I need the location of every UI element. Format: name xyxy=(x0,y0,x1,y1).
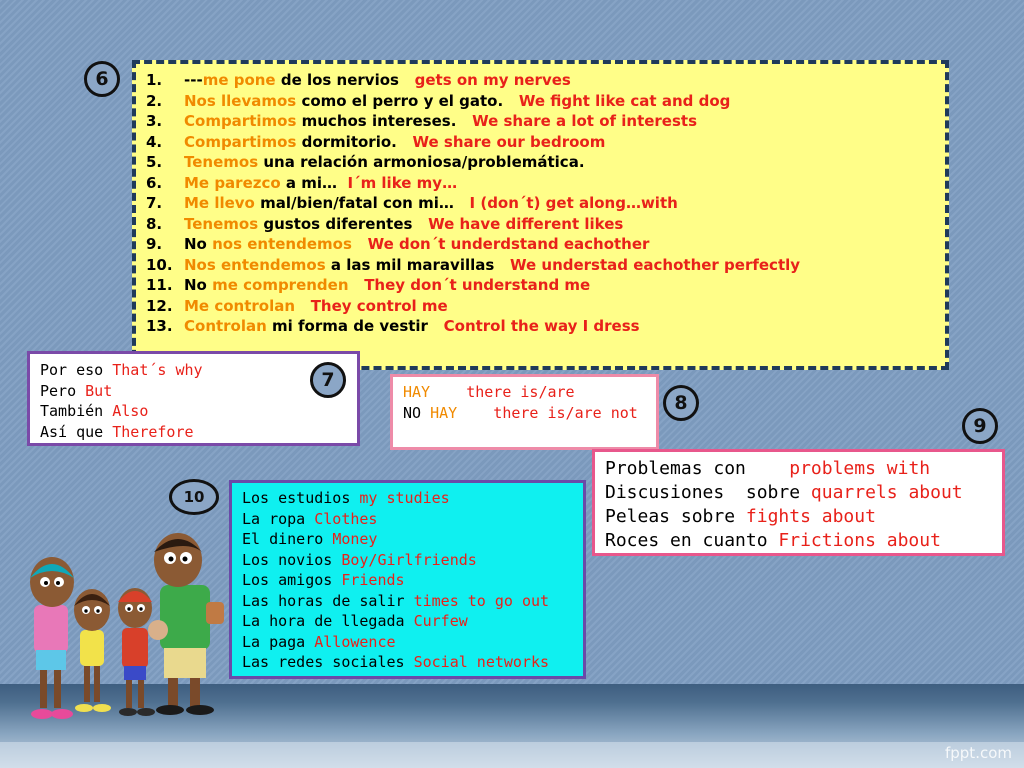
badge-9: 9 xyxy=(962,408,998,444)
problem-english: fights about xyxy=(745,506,876,527)
phrase-part: Tenemos xyxy=(184,214,259,233)
phrase-part xyxy=(295,297,311,315)
phrase-item xyxy=(146,316,945,337)
phrase-part: muchos intereses. xyxy=(296,112,473,130)
phrase-part: una relación armoniosa/problemática. xyxy=(258,153,585,171)
connector-spanish: Pero xyxy=(40,381,86,400)
topic-line xyxy=(242,652,583,673)
mom-figure xyxy=(30,557,74,719)
topic-spanish: El dinero xyxy=(242,530,333,548)
phrase-number: 3. xyxy=(146,112,163,130)
phrase-part: We fight like cat and dog xyxy=(518,91,731,110)
phrase-number: 12. xyxy=(146,296,173,315)
topic-line xyxy=(242,611,583,632)
problem-spanish: Peleas sobre xyxy=(605,506,746,527)
phrase-part: Me parezco xyxy=(184,173,281,192)
watermark: fppt.com xyxy=(944,744,1012,762)
phrase-part: Tenemos xyxy=(184,153,259,171)
topic-english: times to go out xyxy=(413,591,550,610)
topic-english: Boy/Girlfriends xyxy=(341,550,477,569)
phrase-part: They control me xyxy=(310,296,448,315)
phrase-text xyxy=(184,91,730,112)
phrase-item xyxy=(146,234,945,255)
phrase-part: We have different likes xyxy=(428,214,624,233)
topic-line xyxy=(242,529,583,550)
hay-negation: NO xyxy=(403,403,431,422)
phrase-part: a las mil maravillas xyxy=(325,255,510,274)
connector-english: But xyxy=(85,381,113,400)
phrase-part: Compartimos xyxy=(184,112,297,130)
topic-line xyxy=(242,591,583,612)
phrase-number: 9. xyxy=(146,235,163,253)
phrase-part: mal/bien/fatal con mi… xyxy=(254,194,470,212)
topic-spanish: La paga xyxy=(242,632,315,651)
phrase-item xyxy=(146,173,945,194)
connector-spanish: También xyxy=(40,402,113,420)
phrase-text xyxy=(184,214,623,235)
phrase-part: a mi… xyxy=(280,173,348,192)
phrase-text xyxy=(184,316,640,337)
phrase-number: 13. xyxy=(146,317,173,335)
topic-line xyxy=(242,550,583,571)
phrase-number: 8. xyxy=(146,214,163,233)
topic-english: Friends xyxy=(341,571,405,589)
phrase-part: me pone xyxy=(202,71,276,89)
phrase-part: We don´t underdstand eachother xyxy=(367,235,650,253)
phrase-part: Control the way I dress xyxy=(443,317,640,335)
phrase-part: gets on my nerves xyxy=(414,71,571,89)
phrases-box-6 xyxy=(132,60,949,370)
phrase-part: We share our bedroom xyxy=(412,132,606,151)
floor-highlight xyxy=(0,742,1024,768)
problem-spanish: Discusiones sobre xyxy=(605,482,811,503)
phrase-text xyxy=(184,70,571,91)
topic-line xyxy=(242,570,583,591)
connector-english: That´s why xyxy=(112,361,203,379)
phrase-part: I (don´t) get along…with xyxy=(469,194,678,212)
connectors-list xyxy=(40,360,357,442)
phrase-number: 7. xyxy=(146,194,163,212)
topic-line xyxy=(242,488,583,509)
problem-english: Frictions about xyxy=(778,530,941,551)
topic-spanish: La hora de llegada xyxy=(242,612,414,630)
hay-translation: there is/are not xyxy=(457,403,638,422)
phrase-text xyxy=(184,193,678,214)
phrase-part: mi forma de vestir xyxy=(266,317,444,335)
phrase-part: me comprenden xyxy=(212,276,349,294)
family-illustration xyxy=(18,530,238,730)
topic-line xyxy=(242,632,583,653)
connectors-box-7 xyxy=(27,351,360,446)
phrase-item xyxy=(146,214,945,235)
phrase-part: Nos entendemos xyxy=(184,255,326,274)
hay-list xyxy=(403,382,656,423)
problems-box-9 xyxy=(592,449,1005,556)
topic-english: Allowence xyxy=(314,632,396,651)
connector-spanish: Por eso xyxy=(40,361,113,379)
phrase-part: dormitorio. xyxy=(296,132,413,151)
phrase-part: como el perro y el gato. xyxy=(296,91,519,110)
hay-word: HAY xyxy=(430,403,458,422)
phrase-part: de los nervios xyxy=(275,71,415,89)
problem-spanish: Roces en cuanto xyxy=(605,530,779,551)
phrase-text xyxy=(184,173,457,194)
topic-english: Curfew xyxy=(413,612,468,630)
phrase-part: Compartimos xyxy=(184,132,297,151)
phrase-text xyxy=(184,234,649,255)
badge-8: 8 xyxy=(663,385,699,421)
phrase-item xyxy=(146,111,945,132)
phrase-part: I´m like my… xyxy=(347,173,458,192)
hay-word: HAY xyxy=(403,383,431,401)
phrase-text xyxy=(184,275,590,296)
phrase-part: No xyxy=(184,235,213,253)
connector-english: Therefore xyxy=(112,422,194,441)
phrase-text xyxy=(184,255,800,276)
phrase-part: No xyxy=(184,276,213,294)
topic-line xyxy=(242,509,583,530)
problem-spanish: Problemas con xyxy=(605,458,790,479)
problems-list xyxy=(605,457,1002,553)
phrase-part xyxy=(352,235,368,253)
phrase-part: We understad eachother perfectly xyxy=(509,255,801,274)
phrase-item xyxy=(146,91,945,112)
badge-10: 10 xyxy=(169,479,219,515)
phrase-part: nos entendemos xyxy=(212,235,352,253)
badge-6: 6 xyxy=(84,61,120,97)
problem-line xyxy=(605,529,1002,553)
phrase-number: 11. xyxy=(146,276,173,294)
phrase-part: We share a lot of interests xyxy=(472,112,698,130)
phrases-list xyxy=(146,70,945,337)
phrase-text xyxy=(184,111,697,132)
phrase-part: Controlan xyxy=(184,317,267,335)
phrase-part: --- xyxy=(184,71,203,89)
connector-line xyxy=(40,422,357,443)
phrase-item xyxy=(146,275,945,296)
topic-spanish: Las redes sociales xyxy=(242,653,414,671)
topic-english: Social networks xyxy=(413,653,550,671)
phrase-part: Me llevo xyxy=(184,194,255,212)
problem-line xyxy=(605,457,1002,481)
phrase-text xyxy=(184,132,605,153)
phrase-text xyxy=(184,296,448,317)
topic-spanish: Los novios xyxy=(242,550,342,569)
connector-spanish: Así que xyxy=(40,422,113,441)
phrase-part: Me controlan xyxy=(184,296,296,315)
connector-line xyxy=(40,401,357,422)
problem-line xyxy=(605,505,1002,529)
hay-line xyxy=(403,382,656,403)
phrase-part: They don´t understand me xyxy=(364,276,591,294)
topic-spanish: Los amigos xyxy=(242,571,342,589)
phrase-number: 2. xyxy=(146,91,163,110)
topic-english: Clothes xyxy=(314,509,378,528)
hay-translation: there is/are xyxy=(430,383,575,401)
topic-spanish: Los estudios xyxy=(242,489,360,507)
topics-box-10 xyxy=(229,480,586,679)
phrase-item xyxy=(146,296,945,317)
phrase-number: 6. xyxy=(146,173,163,192)
phrase-part: gustos diferentes xyxy=(258,214,429,233)
phrase-item xyxy=(146,132,945,153)
phrase-item xyxy=(146,255,945,276)
topic-english: Money xyxy=(332,530,378,548)
phrase-item xyxy=(146,193,945,214)
phrase-text xyxy=(184,152,585,173)
phrase-item xyxy=(146,152,945,173)
hay-line xyxy=(403,403,656,424)
phrase-number: 10. xyxy=(146,255,173,274)
problem-line xyxy=(605,481,1002,505)
phrase-part xyxy=(349,276,365,294)
phrase-number: 5. xyxy=(146,153,163,171)
topics-list xyxy=(242,488,583,673)
girl-figure xyxy=(74,589,111,712)
problem-english: quarrels about xyxy=(810,482,963,503)
problem-english: problems with xyxy=(789,458,931,479)
phrase-part: Nos llevamos xyxy=(184,91,297,110)
hay-box-8 xyxy=(390,374,659,450)
phrase-number: 1. xyxy=(146,71,163,89)
topic-spanish: La ropa xyxy=(242,509,315,528)
topic-spanish: Las horas de salir xyxy=(242,591,414,610)
phrase-number: 4. xyxy=(146,132,163,151)
topic-english: my studies xyxy=(359,489,450,507)
phrase-item xyxy=(146,70,945,91)
badge-7: 7 xyxy=(310,362,346,398)
connector-english: Also xyxy=(112,402,149,420)
